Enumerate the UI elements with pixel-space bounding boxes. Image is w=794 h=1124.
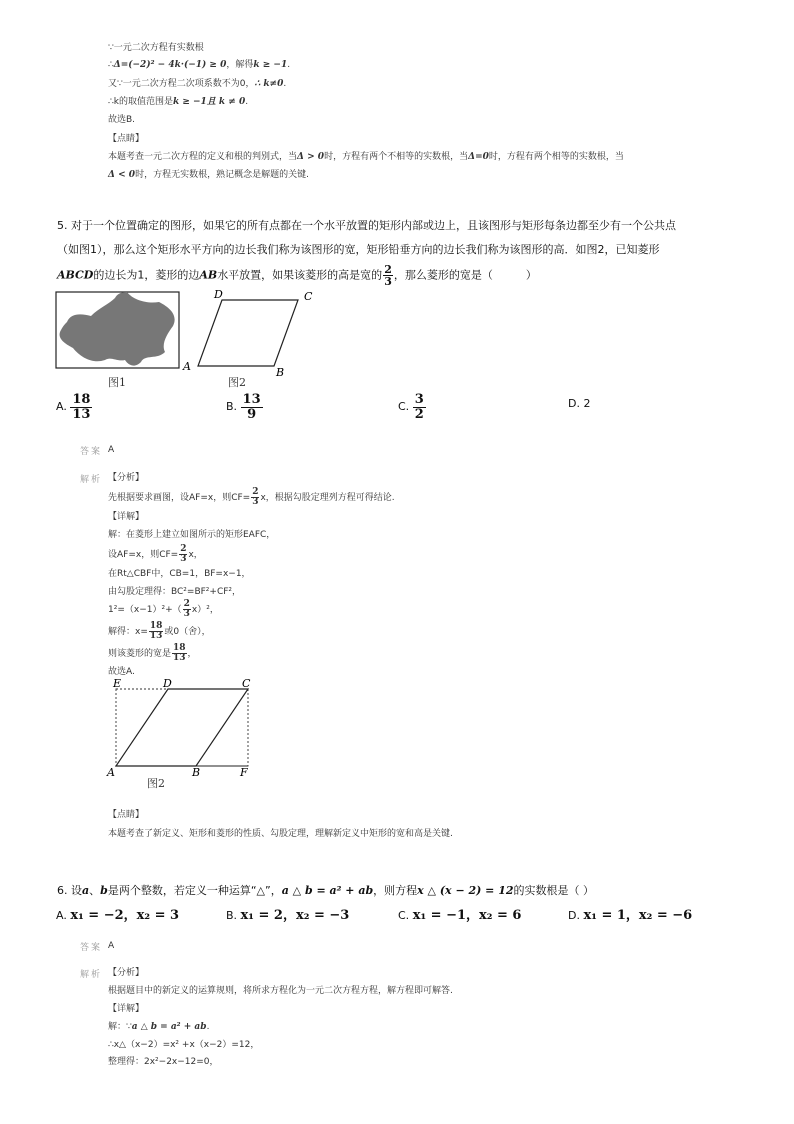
rhombus-abcd <box>198 300 298 366</box>
prev-line-3: 又∵一元二次方程二次项系数不为0，∴ k≠0. <box>108 79 287 89</box>
q5-exp-line-4: 解：在菱形上建立如图所示的矩形EAFC， <box>108 530 276 540</box>
q5-analysis-heading: 【分析】 <box>108 473 145 483</box>
q6-exp-line-5: ∴x△（x−2）=x² +x（x−2）=12， <box>108 1040 260 1050</box>
q6-option-d[interactable]: D. x₁ = 1，x₂ = −6 <box>568 908 693 923</box>
q5-exp-line-5: 设AF=x，则CF= $\frac{2}{3}$ x， <box>108 544 203 564</box>
q5-explanation-label: 解析 <box>80 475 103 485</box>
q6-stem: 6. 设a、b是两个整数，若定义一种运算“△”，a △ b = a² + ab，则方程x △ (x − 2) = 12的实数根是（ ） <box>57 884 595 897</box>
q6-detail-heading: 【详解】 <box>108 1004 145 1014</box>
prev-dianjing-heading: 【点睛】 <box>108 134 145 144</box>
point-label-f: F <box>240 766 248 779</box>
q5-exp-line-10: 则该菱形的宽是 $\frac{18}{13}$ ， <box>108 643 197 663</box>
q6-exp-line-2: 根据题目中的新定义的运算规则，将所求方程化为一元二次方程方程，解方程即可解答. <box>108 986 453 996</box>
prev-line-4: ∴k的取值范围是k ≥ −1且 k ≠ 0. <box>108 97 249 107</box>
q5-option-c[interactable]: C. $\frac{3}{2}$ <box>398 392 424 422</box>
explanation-fig2-caption: 图2 <box>147 777 165 790</box>
q5-answer-label: 答案 <box>80 447 103 457</box>
q5-exp-line-13: 本题考查了新定义、矩形和菱形的性质、勾股定理，理解新定义中矩形的宽和高是关键. <box>108 829 453 839</box>
q6-exp-line-6: 整理得：2x²−2x−12=0， <box>108 1057 219 1067</box>
point-label-b: B <box>192 766 201 779</box>
q5-exp-line-11: 故选A. <box>108 667 135 677</box>
q6-exp-line-4: 解：∵a △ b = a² + ab. <box>108 1022 210 1032</box>
q5-option-a[interactable]: A. $\frac{18}{13}$ <box>56 392 91 422</box>
point-label-e: E <box>113 678 122 690</box>
q5-option-b[interactable]: B. $\frac{13}{9}$ <box>226 392 261 422</box>
q5-detail-heading: 【详解】 <box>108 512 145 522</box>
q5-exp-line-2: 先根据要求画图，设AF=x，则CF= $\frac{2}{3}$ x，根据勾股定理列方程可得结论. <box>108 487 395 507</box>
rectangle-eafc <box>116 689 248 766</box>
q6-option-a[interactable]: A. x₁ = −2，x₂ = 3 <box>56 908 180 923</box>
prev-line-8: Δ < 0时，方程无实数根，熟记概念是解题的关键. <box>108 170 309 180</box>
irregular-shape <box>60 292 175 366</box>
point-label-c: C <box>242 678 251 690</box>
prev-line-1: ∵一元二次方程有实数根 <box>108 43 204 53</box>
q5-stem-line-2: （如图1），那么这个矩形水平方向的边长我们称为该图形的宽，矩形铅垂方向的边长我们称为该图形的高．如图2，已知菱形 <box>57 243 660 256</box>
q6-option-c[interactable]: C. x₁ = −1，x₂ = 6 <box>398 908 522 923</box>
q5-option-d[interactable]: D. 2 <box>568 397 591 410</box>
prev-line-5: 故选B. <box>108 115 136 125</box>
fig1-caption: 图1 <box>108 376 126 389</box>
q6-option-b[interactable]: B. x₁ = 2，x₂ = −3 <box>226 908 350 923</box>
q5-figure-1 <box>55 290 181 372</box>
q5-explanation-figure <box>104 678 264 780</box>
q5-figure-2-rhombus <box>178 288 318 378</box>
point-label-c: C <box>304 290 313 303</box>
q5-exp-line-8: 1²=（x−1）²+（ $\frac{2}{3}$ x）²， <box>108 599 219 619</box>
prev-line-2: ∴Δ=(−2)² − 4k·(−1) ≥ 0，解得k ≥ −1. <box>108 60 291 70</box>
point-label-a: A <box>107 766 115 779</box>
point-label-d: D <box>163 678 172 690</box>
q5-exp-line-7: 由勾股定理得：BC²=BF²+CF²， <box>108 587 242 597</box>
fig2-caption: 图2 <box>228 376 246 389</box>
q6-explanation-label: 解析 <box>80 970 103 980</box>
point-label-d: D <box>214 288 223 301</box>
q5-stem-line-1: 5. 对于一个位置确定的图形，如果它的所有点都在一个水平放置的矩形内部或边上，且该图形与矩形每条边都至少有一个公共点 <box>57 219 676 232</box>
prev-line-7: 本题考查一元二次方程的定义和根的判别式，当Δ > 0时，方程有两个不相等的实数根，当Δ=0时，方程有两个相等的实数根，当 <box>108 152 624 162</box>
q5-exp-line-9: 解得：x= $\frac{18}{13}$ 或0（舍）， <box>108 621 211 641</box>
q5-answer-value: A <box>108 445 115 455</box>
point-label-a: A <box>183 360 191 373</box>
q6-analysis-heading: 【分析】 <box>108 968 145 978</box>
q5-dianjing-heading: 【点睛】 <box>108 810 145 820</box>
q6-answer-value: A <box>108 941 115 951</box>
point-label-b: B <box>276 366 285 378</box>
rhombus-abcd <box>116 689 248 766</box>
q5-exp-line-6: 在Rt△CBF中，CB=1，BF=x−1， <box>108 569 251 579</box>
q6-answer-label: 答案 <box>80 943 103 953</box>
q5-stem-line-3: ABCD的边长为1，菱形的边AB水平放置，如果该菱形的高是宽的 $\frac{2}{3}$ ，那么菱形的宽是（ ） <box>57 263 537 288</box>
